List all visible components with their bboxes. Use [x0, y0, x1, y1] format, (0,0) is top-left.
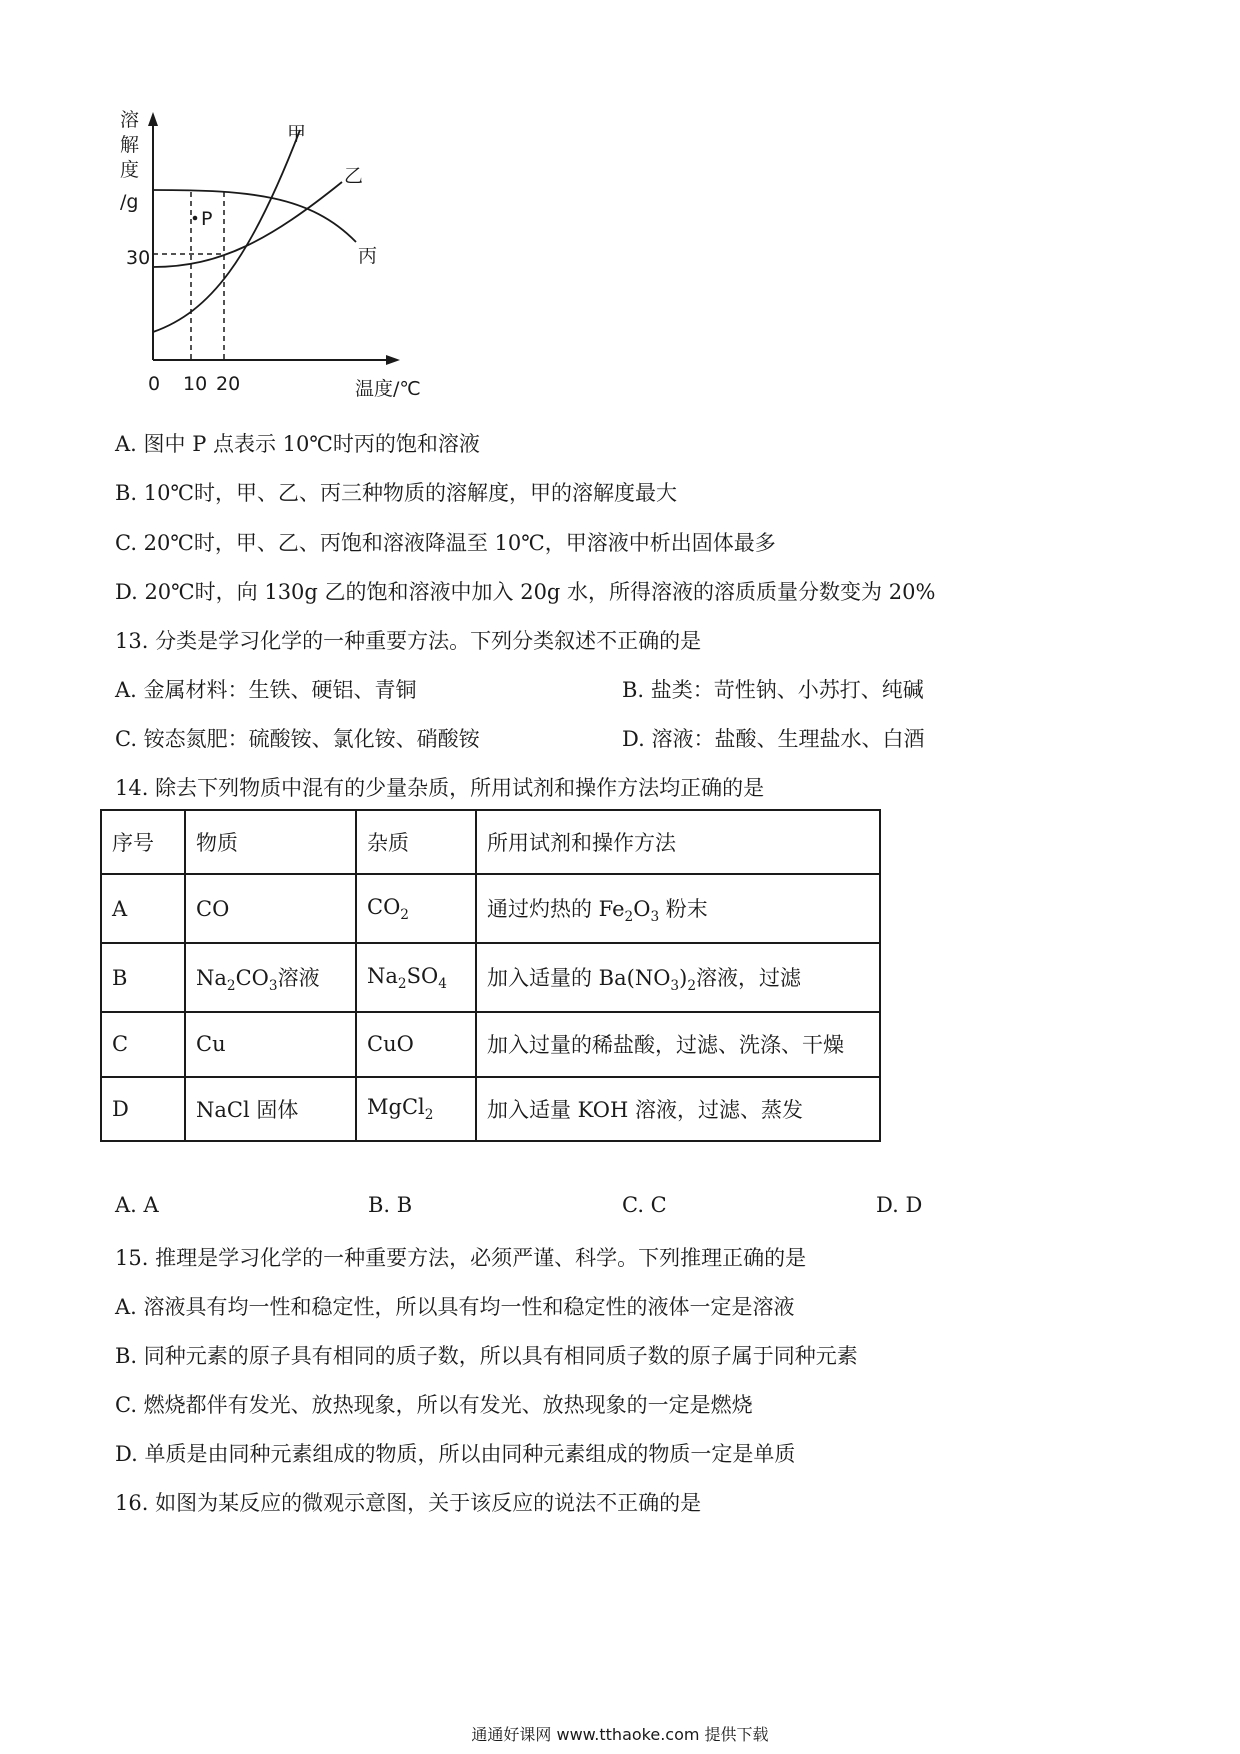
- solubility-graph: [100, 100, 440, 410]
- q15-stem: 15. 推理是学习化学的一种重要方法，必须严谨、科学。下列推理正确的是: [115, 1246, 807, 1270]
- q14-table: [100, 809, 881, 1142]
- q12-option-c: C. 20℃时，甲、乙、丙饱和溶液降温至 10℃，甲溶液中析出固体最多: [115, 531, 776, 555]
- table-cell: A: [101, 874, 185, 943]
- table-header-row: [101, 810, 880, 874]
- q12-option-d: D. 20℃时，向 130g 乙的饱和溶液中加入 20g 水，所得溶液的溶质质量分数变为 20%: [115, 580, 936, 604]
- q15-option-d: D. 单质是由同种元素组成的物质，所以由同种元素组成的物质一定是单质: [115, 1442, 796, 1466]
- q14-option-d: D. D: [876, 1193, 923, 1217]
- y-tick-30: 30: [126, 247, 151, 269]
- x-tick-20: 20: [216, 373, 241, 395]
- table-cell: $Na_2CO_3$溶液: [185, 943, 356, 1012]
- q12-option-b: B. 10℃时，甲、乙、丙三种物质的溶解度，甲的溶解度最大: [115, 481, 677, 505]
- x-tick-0: 0: [148, 373, 161, 395]
- series-label-bing: 丙: [358, 245, 378, 267]
- header-cell: 杂质: [356, 810, 476, 874]
- table-cell: C: [101, 1012, 185, 1076]
- table-cell: B: [101, 943, 185, 1012]
- curve-jia: [153, 130, 300, 332]
- q14-option-b: B. B: [368, 1193, 413, 1217]
- table-cell: CuO: [356, 1012, 476, 1076]
- table-cell: $CO_2$: [356, 874, 476, 943]
- table-cell: Cu: [185, 1012, 356, 1076]
- q15-option-c: C. 燃烧都伴有发光、放热现象，所以有发光、放热现象的一定是燃烧: [115, 1393, 753, 1417]
- q12-option-a: A. 图中 P 点表示 10℃时丙的饱和溶液: [115, 432, 480, 456]
- y-axis-label-1: 溶: [120, 109, 140, 131]
- q14-stem: 14. 除去下列物质中混有的少量杂质，所用试剂和操作方法均正确的是: [115, 776, 765, 800]
- x-axis-arrow: [386, 355, 400, 365]
- q14-option-c: C. C: [622, 1193, 667, 1217]
- table-cell: $Na_2SO_4$: [356, 943, 476, 1012]
- q15-option-b: B. 同种元素的原子具有相同的质子数，所以具有相同质子数的原子属于同种元素: [115, 1344, 858, 1368]
- x-tick-10: 10: [183, 373, 208, 395]
- table-row: [101, 943, 880, 1012]
- point-p: [193, 216, 198, 221]
- q14-option-a: A. A: [115, 1193, 159, 1217]
- table-row: [101, 874, 880, 943]
- q16-stem: 16. 如图为某反应的微观示意图，关于该反应的说法不正确的是: [115, 1491, 702, 1515]
- x-axis-label: 温度/℃: [355, 378, 421, 400]
- q13-option-d: D. 溶液：盐酸、生理盐水、白酒: [622, 727, 925, 751]
- header-cell: 物质: [185, 810, 356, 874]
- header-cell: 序号: [101, 810, 185, 874]
- table-row: [101, 1012, 880, 1076]
- table-cell: 加入适量 KOH 溶液，过滤、蒸发: [476, 1077, 880, 1141]
- y-axis-label-4: /g: [120, 191, 139, 213]
- y-axis-arrow: [148, 112, 158, 126]
- q13-option-b: B. 盐类：苛性钠、小苏打、纯碱: [622, 678, 924, 702]
- page-footer: 通通好课网 www.tthaoke.com 提供下载: [471, 1725, 769, 1744]
- table-cell: 通过灼热的 $Fe_2O_3$ 粉末: [476, 874, 880, 943]
- table-cell: 加入过量的稀盐酸，过滤、洗涤、干燥: [476, 1012, 880, 1076]
- q13-option-a: A. 金属材料：生铁、硬铝、青铜: [115, 678, 417, 702]
- q15-option-a: A. 溶液具有均一性和稳定性，所以具有均一性和稳定性的液体一定是溶液: [115, 1295, 795, 1319]
- y-axis-label-2: 解: [120, 134, 140, 156]
- table-cell: MgCl$_2$: [356, 1077, 476, 1141]
- table-cell: NaCl 固体: [185, 1077, 356, 1141]
- point-p-label: P: [201, 208, 213, 230]
- q13-stem: 13. 分类是学习化学的一种重要方法。下列分类叙述不正确的是: [115, 629, 702, 653]
- y-axis-label-3: 度: [120, 159, 140, 181]
- series-label-yi: 乙: [344, 165, 364, 187]
- table-cell: 加入适量的 $Ba(NO_3)_2$溶液，过滤: [476, 943, 880, 1012]
- series-label-jia: 甲: [287, 123, 307, 145]
- table-cell: D: [101, 1077, 185, 1141]
- header-cell: 所用试剂和操作方法: [476, 810, 880, 874]
- curve-bing: [153, 190, 356, 242]
- table-row: [101, 1077, 880, 1141]
- q13-option-c: C. 铵态氮肥：硫酸铵、氯化铵、硝酸铵: [115, 727, 480, 751]
- table-cell: CO: [185, 874, 356, 943]
